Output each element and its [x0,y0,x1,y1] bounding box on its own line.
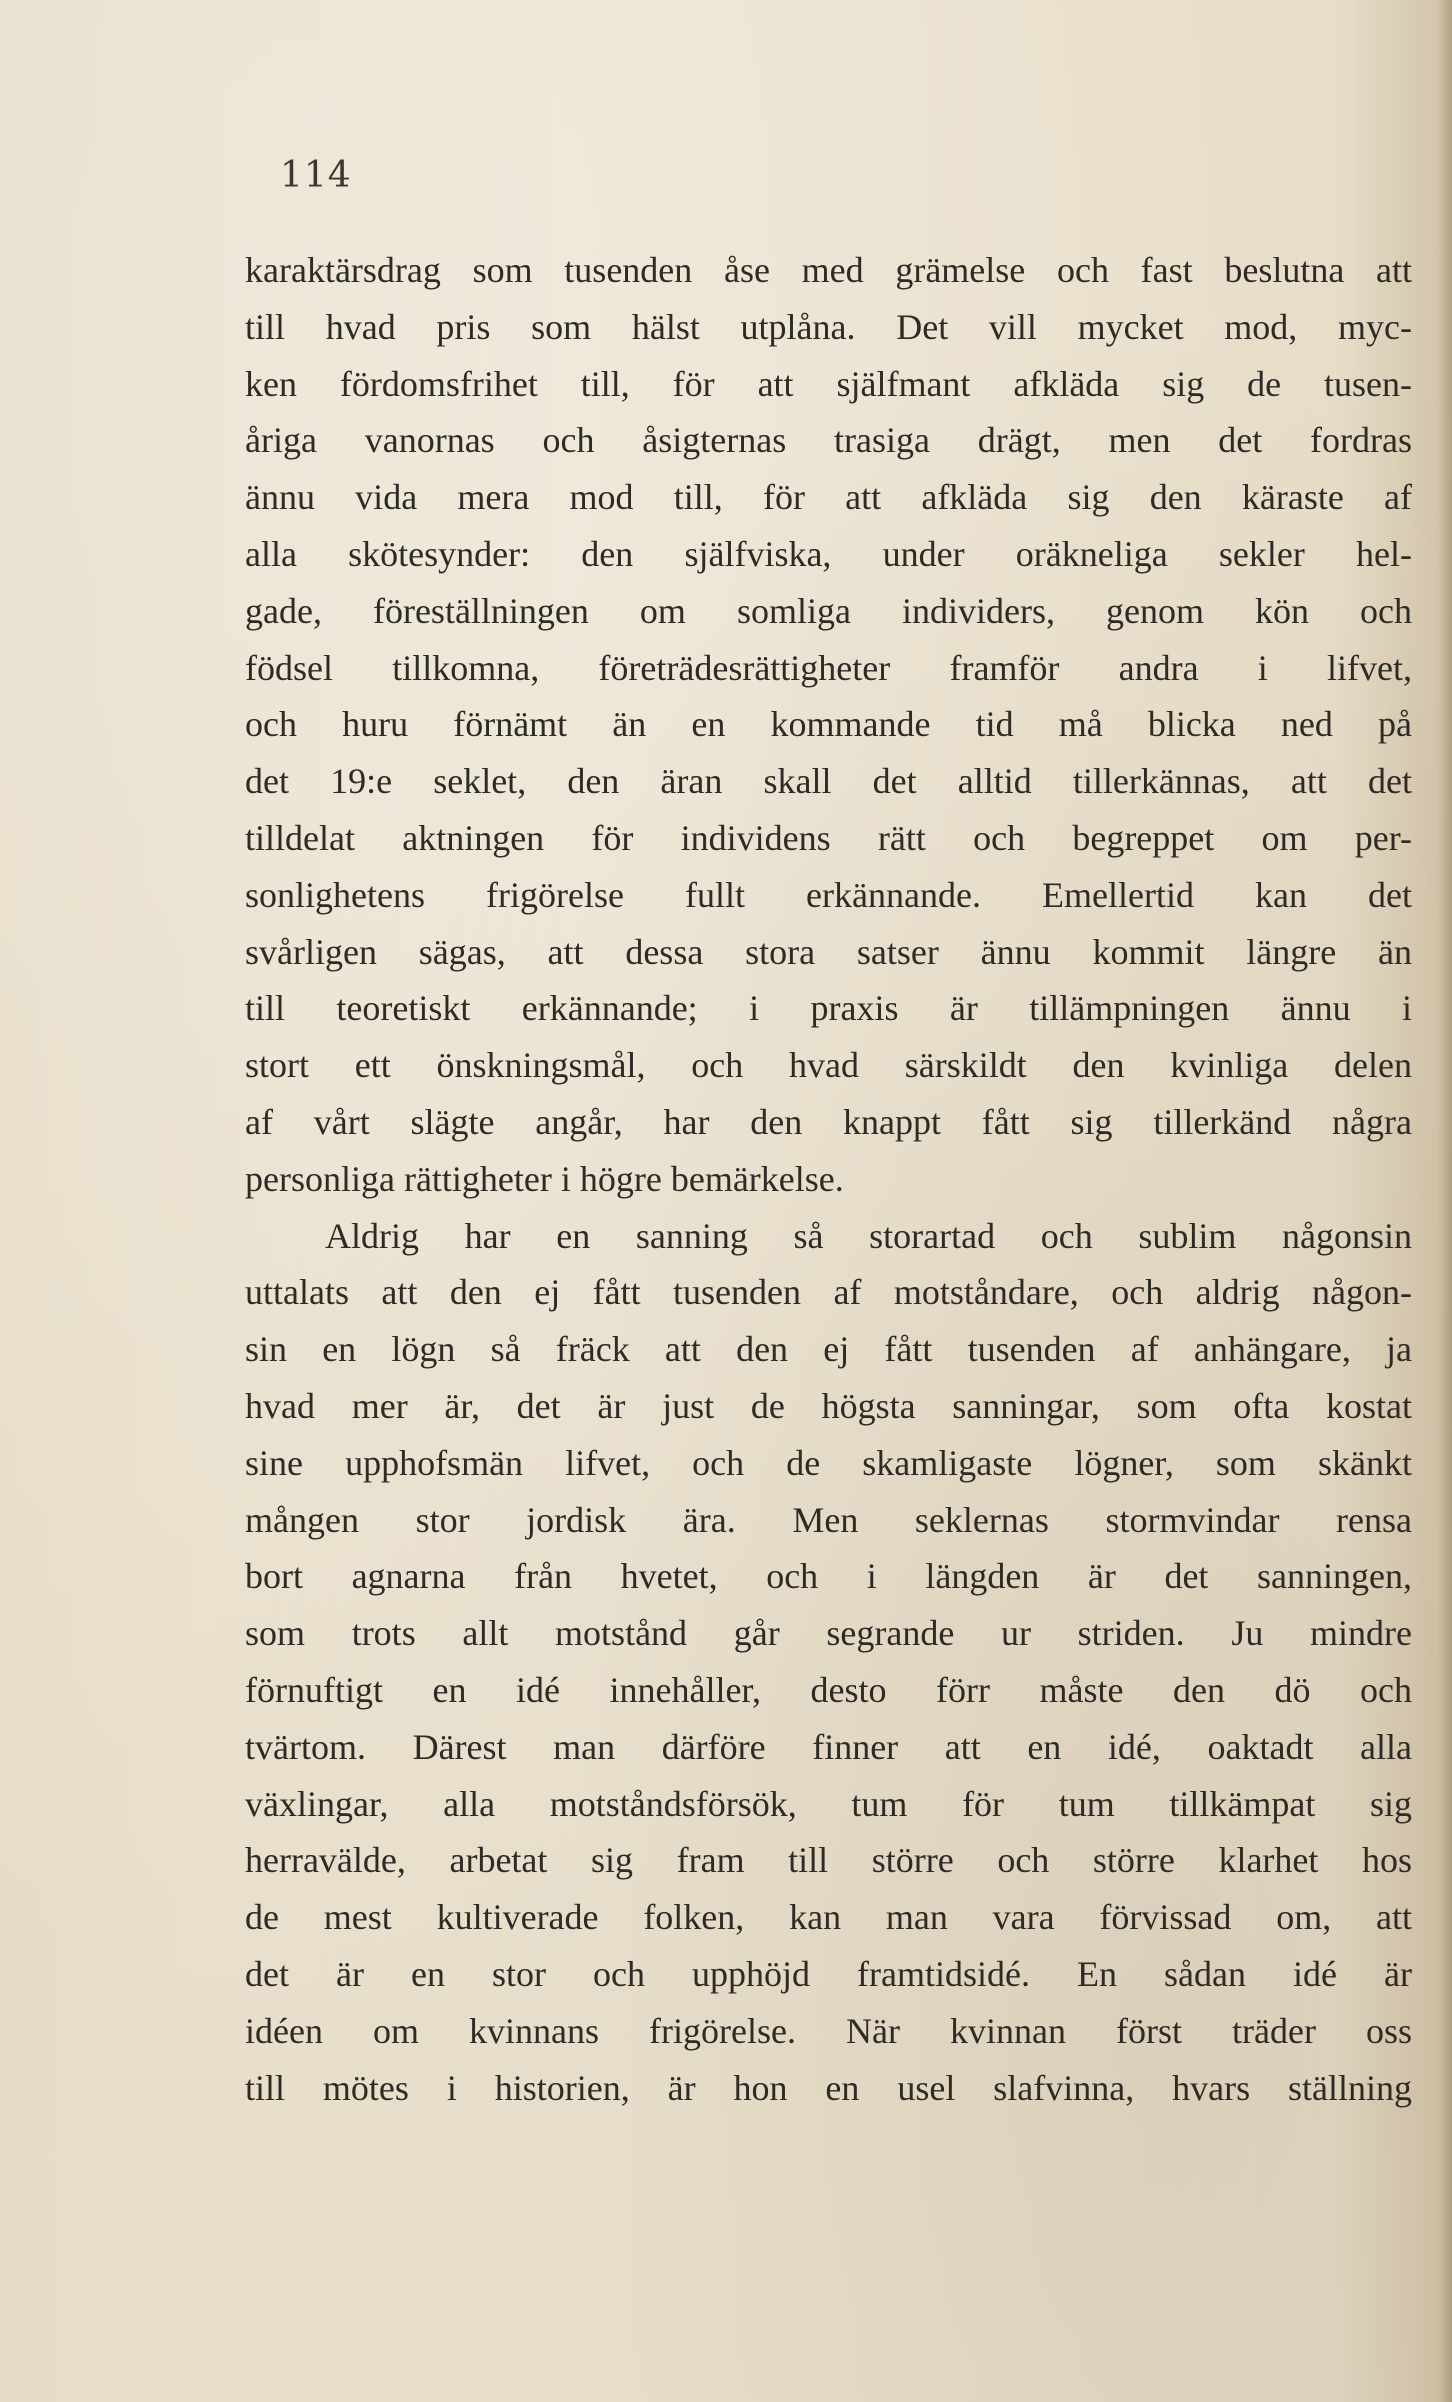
text-line: som trots allt motstånd går segrande ur striden. Ju mindre [245,1613,1412,1654]
text-line: det är en stor och upphöjd framtidsidé. En sådan idé är [245,1953,1412,1994]
text-line: stort ett önskningsmål, och hvad särskildt den kvinliga delen [245,1045,1412,1086]
text-line: de mest kultiverade folken, kan man vara förvissad om, att [245,1897,1412,1938]
text-line: till hvad pris som hälst utplåna. Det vill mycket mod, myc- [245,306,1412,347]
text-line: det 19:e seklet, den äran skall det alltid tillerkännas, att det [245,761,1412,802]
paragraph-start-line: Aldrig har en sanning så storartad och sublim någonsin [325,1215,1412,1256]
text-line: och huru förnämt än en kommande tid må blicka ned på [245,704,1412,745]
text-line: sine upphofsmän lifvet, och de skamligaste lögner, som skänkt [245,1442,1412,1483]
text-line: till teoretiskt erkännande; i praxis är tillämpningen ännu i [245,988,1412,1029]
text-line: mången stor jordisk ära. Men seklernas stormvindar rensa [245,1499,1412,1540]
text-line: växlingar, alla motståndsförsök, tum för tum tillkämpat sig [245,1783,1412,1824]
text-line: herravälde, arbetat sig fram till större och större klarhet hos [245,1840,1412,1881]
text-line: tvärtom. Därest man därföre finner att en idé, oaktadt alla [245,1726,1412,1767]
text-line: hvad mer är, det är just de högsta sanningar, som ofta kostat [245,1385,1412,1426]
text-line: sonlighetens frigörelse fullt erkännande. Emellertid kan det [245,874,1412,915]
text-line: idéen om kvinnans frigörelse. När kvinnan först träder oss [245,2010,1412,2051]
text-line: åriga vanornas och åsigternas trasiga drägt, men det fordras [245,420,1412,461]
text-line: födsel tillkomna, företrädesrättigheter framför andra i lifvet, [245,647,1412,688]
text-line: alla skötesynder: den själfviska, under oräkneliga sekler hel- [245,533,1412,574]
text-line: ken fördomsfrihet till, för att själfmant afkläda sig de tusen- [245,363,1412,404]
text-line: tilldelat aktningen för individens rätt och begreppet om per- [245,817,1412,858]
page-spine-shadow [1438,0,1452,2402]
text-line: ännu vida mera mod till, för att afkläda sig den käraste af [245,477,1412,518]
paragraph-end-line: personliga rättigheter i högre bemärkelse. [245,1158,844,1199]
text-line: gade, föreställningen om somliga individers, genom kön och [245,590,1412,631]
text-line: sin en lögn så fräck att den ej fått tusenden af anhängare, ja [245,1329,1412,1370]
body-text [245,242,1412,2116]
text-line: karaktärsdrag som tusenden åse med grämelse och fast beslutna att [245,250,1412,290]
text-line: bort agnarna från hvetet, och i längden är det sanningen, [245,1556,1412,1597]
page-number: 114 [280,155,352,196]
text-line: af vårt slägte angår, har den knappt fått sig tillerkänd några [245,1101,1412,1142]
text-line: till mötes i historien, är hon en usel slafvinna, hvars ställning [245,2067,1412,2108]
text-line: uttalats att den ej fått tusenden af motståndare, och aldrig någon- [245,1272,1412,1313]
text-line: svårligen sägas, att dessa stora satser ännu kommit längre än [245,931,1412,972]
text-line: förnuftigt en idé innehåller, desto förr måste den dö och [245,1669,1412,1710]
